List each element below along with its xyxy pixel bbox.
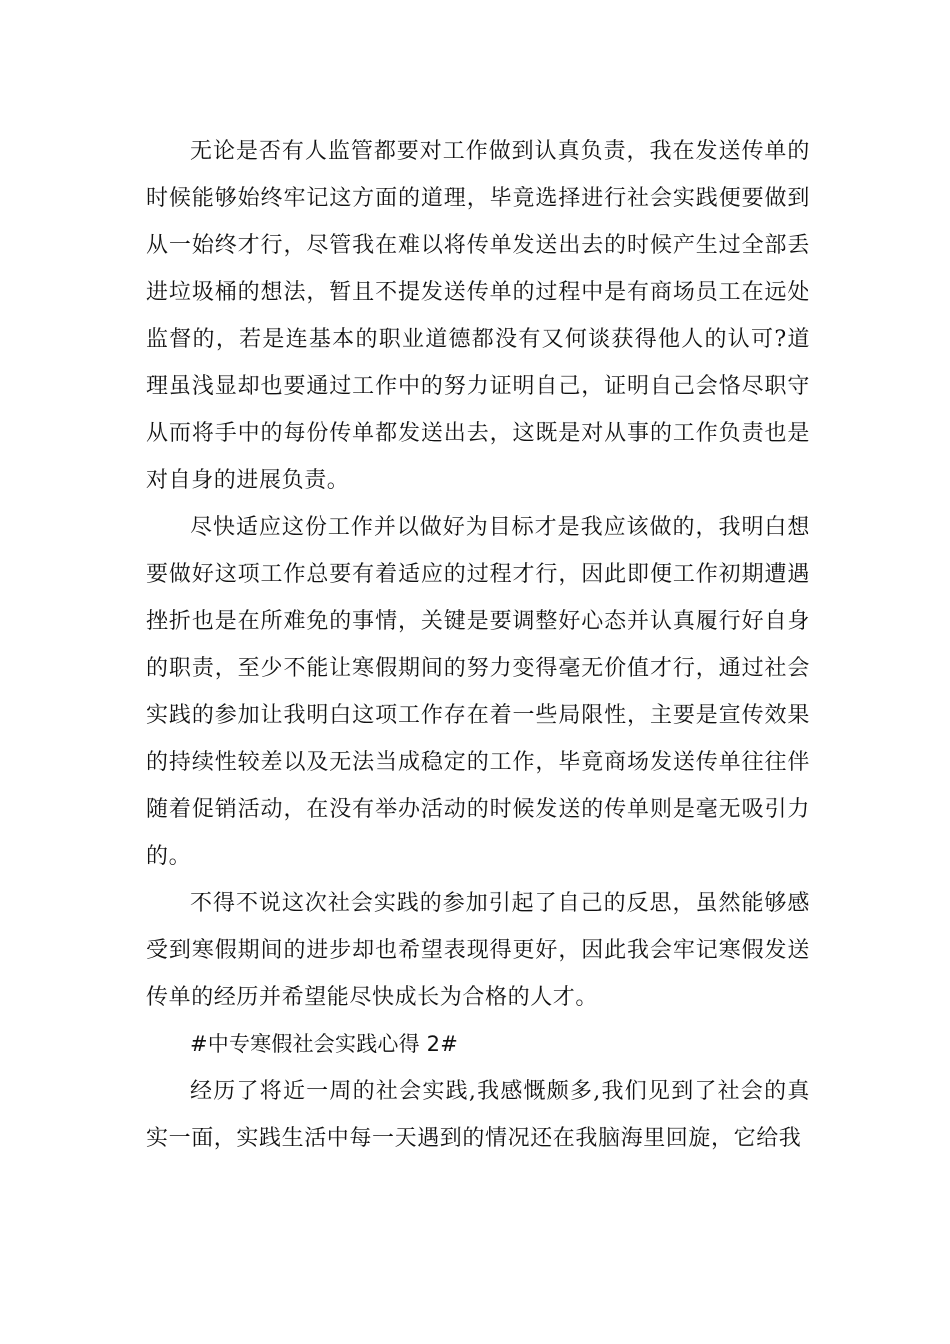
paragraph-1: 无论是否有人监管都要对工作做到认真负责，我在发送传单的时候能够始终牢记这方面的道理，毕竟选择进行社会实践便要做到从一始终才行，尽管我在难以将传单发送出去的时候产生过全部丢进垃圾桶的想法，暂且不提发送传单的过程中是有商场员工在远处监督的，若是连基本的职业道德都没有又何谈获得他人的认可?道理虽浅显却也要通过工作中的努力证明自己，证明自己会恪尽职守从而将手中的每份传单都发送出去，这既是对从事的工作负责也是对自身的进展负责。	[146, 139, 810, 493]
document-body	[146, 128, 810, 1162]
paragraph-3: 不得不说这次社会实践的参加引起了自己的反思，虽然能够感受到寒假期间的进步却也希望表现得更好，因此我会牢记寒假发送传单的经历并希望能尽快成长为合格的人才。	[146, 891, 810, 1010]
paragraph-2: 尽快适应这份工作并以做好为目标才是我应该做的，我明白想要做好这项工作总要有着适应的过程才行，因此即便工作初期遭遇挫折也是在所难免的事情，关键是要调整好心态并认真履行好自身的职责，至少不能让寒假期间的努力变得毫无价值才行，通过社会实践的参加让我明白这项工作存在着一些局限性，主要是宣传效果的持续性较差以及无法当成稳定的工作，毕竟商场发送传单往往伴随着促销活动，在没有举办活动的时候发送的传单则是毫无吸引力的。	[146, 515, 810, 869]
paragraph-4: 经历了将近一周的社会实践,我感慨颇多,我们见到了社会的真实一面，实践生活中每一天遇到的情况还在我脑海里回旋，它给我	[146, 1079, 810, 1151]
section-heading: #中专寒假社会实践心得 2#	[190, 1032, 459, 1056]
